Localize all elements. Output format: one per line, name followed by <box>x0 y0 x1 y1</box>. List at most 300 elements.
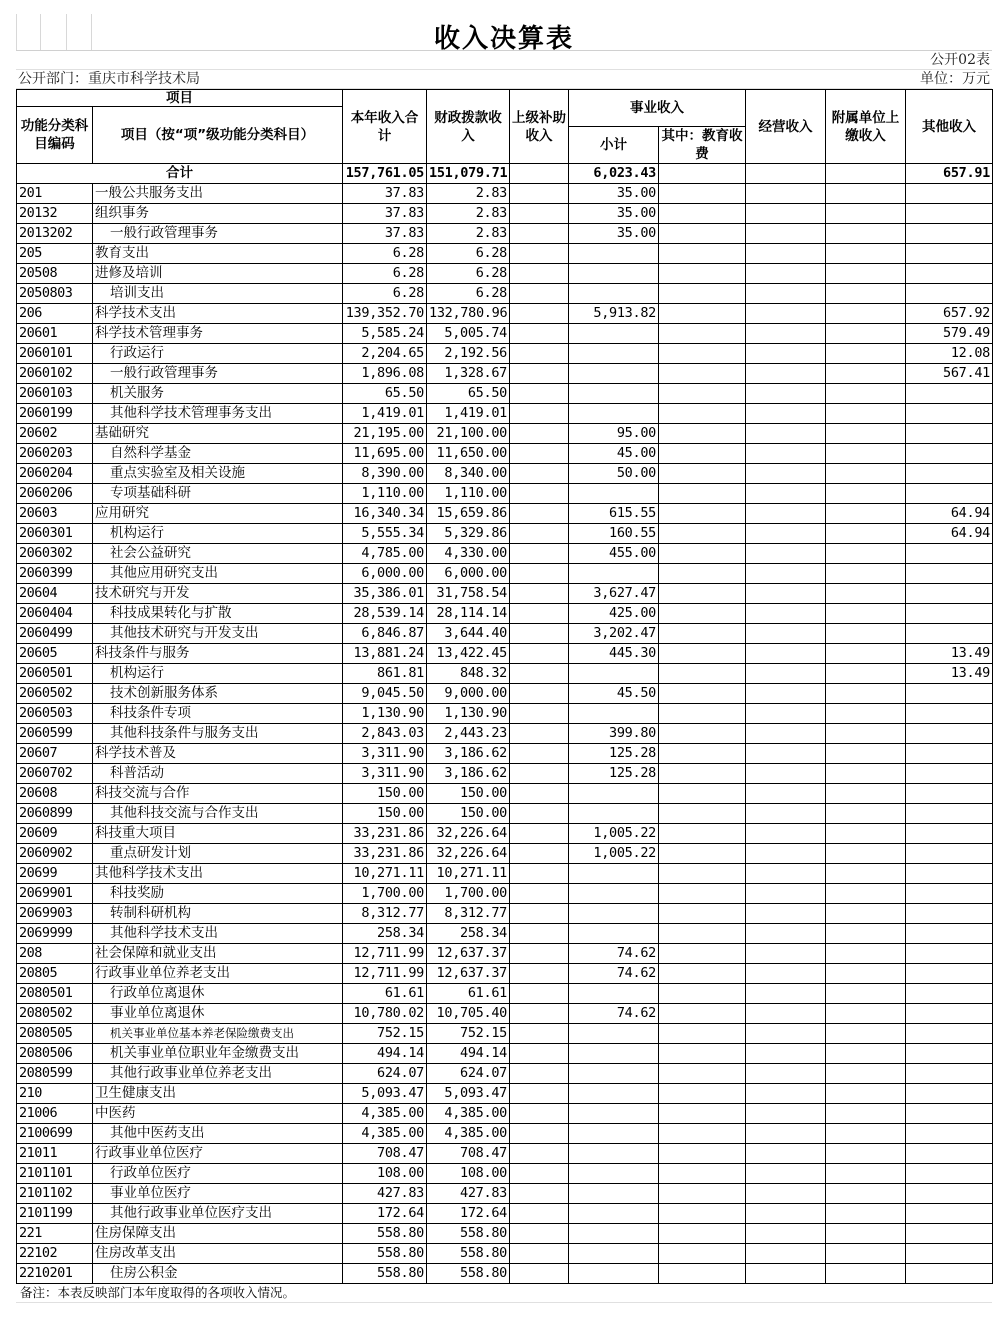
row-operation <box>746 1024 826 1044</box>
header-operation: 经营收入 <box>746 90 826 164</box>
row-affiliated <box>826 544 906 564</box>
row-operation <box>746 1044 826 1064</box>
row-code: 201 <box>17 184 93 204</box>
total-row <box>17 164 993 184</box>
row-item-name: 其他科学技术管理事务支出 <box>93 404 343 424</box>
row-fiscal: 624.07 <box>427 1064 510 1084</box>
row-total: 6.28 <box>343 244 427 264</box>
row-code: 2060301 <box>17 524 93 544</box>
row-edu-fee <box>659 884 746 904</box>
row-fiscal: 4,330.00 <box>427 544 510 564</box>
row-affiliated <box>826 1224 906 1244</box>
row-total: 172.64 <box>343 1204 427 1224</box>
row-item-name: 其他技术研究与开发支出 <box>93 624 343 644</box>
table-row <box>17 184 993 204</box>
table-row <box>17 424 993 444</box>
row-fiscal: 708.47 <box>427 1144 510 1164</box>
row-superior <box>510 904 569 924</box>
row-code: 2100699 <box>17 1124 93 1144</box>
row-other <box>906 884 993 904</box>
row-subtotal <box>569 384 659 404</box>
row-superior <box>510 424 569 444</box>
row-affiliated <box>826 1184 906 1204</box>
row-other <box>906 764 993 784</box>
row-superior <box>510 1244 569 1264</box>
row-operation <box>746 1084 826 1104</box>
row-operation <box>746 704 826 724</box>
total-edu-fee <box>659 164 746 184</box>
row-total: 558.80 <box>343 1244 427 1264</box>
row-other <box>906 204 993 224</box>
row-operation <box>746 1064 826 1084</box>
row-edu-fee <box>659 1184 746 1204</box>
row-total: 494.14 <box>343 1044 427 1064</box>
row-edu-fee <box>659 1064 746 1084</box>
row-edu-fee <box>659 1004 746 1024</box>
row-edu-fee <box>659 1044 746 1064</box>
table-row <box>17 1144 993 1164</box>
row-code: 2060499 <box>17 624 93 644</box>
row-total: 10,271.11 <box>343 864 427 884</box>
row-operation <box>746 264 826 284</box>
row-affiliated <box>826 584 906 604</box>
row-affiliated <box>826 224 906 244</box>
row-total: 65.50 <box>343 384 427 404</box>
row-fiscal: 8,312.77 <box>427 904 510 924</box>
row-item-name: 卫生健康支出 <box>93 1084 343 1104</box>
row-code: 2013202 <box>17 224 93 244</box>
row-fiscal: 4,385.00 <box>427 1104 510 1124</box>
row-other <box>906 744 993 764</box>
row-code: 2060206 <box>17 484 93 504</box>
table-row <box>17 1084 993 1104</box>
row-superior <box>510 644 569 664</box>
row-total: 33,231.86 <box>343 844 427 864</box>
row-operation <box>746 1204 826 1224</box>
row-affiliated <box>826 764 906 784</box>
row-fiscal: 2.83 <box>427 224 510 244</box>
row-superior <box>510 664 569 684</box>
row-code: 2101101 <box>17 1164 93 1184</box>
row-item-name: 科技奖励 <box>93 884 343 904</box>
row-affiliated <box>826 504 906 524</box>
row-other <box>906 684 993 704</box>
row-item-name: 机关事业单位基本养老保险缴费支出 <box>93 1024 343 1044</box>
row-code: 205 <box>17 244 93 264</box>
row-edu-fee <box>659 524 746 544</box>
row-subtotal <box>569 924 659 944</box>
row-total: 5,555.34 <box>343 524 427 544</box>
row-code: 21011 <box>17 1144 93 1164</box>
row-operation <box>746 844 826 864</box>
row-other <box>906 1084 993 1104</box>
row-other <box>906 1104 993 1124</box>
table-row <box>17 1024 993 1044</box>
row-superior <box>510 1224 569 1244</box>
row-affiliated <box>826 964 906 984</box>
row-item-name: 科学技术普及 <box>93 744 343 764</box>
row-code: 20508 <box>17 264 93 284</box>
row-code: 2060204 <box>17 464 93 484</box>
row-item-name: 科普活动 <box>93 764 343 784</box>
row-superior <box>510 444 569 464</box>
row-item-name: 住房改革支出 <box>93 1244 343 1264</box>
row-operation <box>746 184 826 204</box>
row-affiliated <box>826 384 906 404</box>
row-superior <box>510 584 569 604</box>
row-subtotal <box>569 704 659 724</box>
row-superior <box>510 764 569 784</box>
table-row <box>17 1104 993 1124</box>
row-fiscal: 108.00 <box>427 1164 510 1184</box>
row-edu-fee <box>659 864 746 884</box>
row-other <box>906 464 993 484</box>
row-operation <box>746 464 826 484</box>
row-affiliated <box>826 464 906 484</box>
row-edu-fee <box>659 464 746 484</box>
row-superior <box>510 804 569 824</box>
row-edu-fee <box>659 604 746 624</box>
row-total: 6.28 <box>343 284 427 304</box>
row-superior <box>510 1144 569 1164</box>
row-subtotal <box>569 404 659 424</box>
row-other: 567.41 <box>906 364 993 384</box>
row-operation <box>746 1264 826 1284</box>
row-edu-fee <box>659 1224 746 1244</box>
row-other: 12.08 <box>906 344 993 364</box>
row-edu-fee <box>659 804 746 824</box>
row-edu-fee <box>659 324 746 344</box>
row-fiscal: 61.61 <box>427 984 510 1004</box>
row-superior <box>510 184 569 204</box>
row-subtotal: 425.00 <box>569 604 659 624</box>
table-row <box>17 984 993 1004</box>
total-other: 657.91 <box>906 164 993 184</box>
row-affiliated <box>826 204 906 224</box>
row-other <box>906 1004 993 1024</box>
row-total: 21,195.00 <box>343 424 427 444</box>
row-other <box>906 244 993 264</box>
row-total: 5,585.24 <box>343 324 427 344</box>
table-row <box>17 204 993 224</box>
row-fiscal: 1,130.90 <box>427 704 510 724</box>
table-row <box>17 804 993 824</box>
row-subtotal <box>569 664 659 684</box>
row-code: 2060902 <box>17 844 93 864</box>
row-fiscal: 3,644.40 <box>427 624 510 644</box>
row-code: 20805 <box>17 964 93 984</box>
row-fiscal: 150.00 <box>427 804 510 824</box>
row-item-name: 社会保障和就业支出 <box>93 944 343 964</box>
row-edu-fee <box>659 764 746 784</box>
table-row <box>17 844 993 864</box>
row-other: 64.94 <box>906 524 993 544</box>
row-total: 558.80 <box>343 1264 427 1284</box>
row-item-name: 基础研究 <box>93 424 343 444</box>
row-fiscal: 6.28 <box>427 244 510 264</box>
row-code: 20132 <box>17 204 93 224</box>
row-affiliated <box>826 244 906 264</box>
row-affiliated <box>826 444 906 464</box>
row-item-name: 其他科技交流与合作支出 <box>93 804 343 824</box>
row-edu-fee <box>659 744 746 764</box>
row-total: 12,711.99 <box>343 944 427 964</box>
row-code: 2060503 <box>17 704 93 724</box>
table-row <box>17 584 993 604</box>
row-code: 2069901 <box>17 884 93 904</box>
row-total: 4,385.00 <box>343 1104 427 1124</box>
row-subtotal <box>569 1264 659 1284</box>
row-edu-fee <box>659 644 746 664</box>
row-affiliated <box>826 984 906 1004</box>
row-other <box>906 1264 993 1284</box>
row-affiliated <box>826 1004 906 1024</box>
row-code: 2080506 <box>17 1044 93 1064</box>
row-total: 10,780.02 <box>343 1004 427 1024</box>
row-fiscal: 150.00 <box>427 784 510 804</box>
row-item-name: 技术研究与开发 <box>93 584 343 604</box>
row-operation <box>746 1244 826 1264</box>
table-row <box>17 384 993 404</box>
header-code: 功能分类科目编码 <box>17 107 93 164</box>
row-subtotal: 50.00 <box>569 464 659 484</box>
row-code: 2080501 <box>17 984 93 1004</box>
row-subtotal: 74.62 <box>569 964 659 984</box>
row-affiliated <box>826 644 906 664</box>
row-superior <box>510 224 569 244</box>
row-superior <box>510 684 569 704</box>
row-total: 4,785.00 <box>343 544 427 564</box>
row-fiscal: 1,700.00 <box>427 884 510 904</box>
row-other <box>906 604 993 624</box>
row-edu-fee <box>659 224 746 244</box>
row-superior <box>510 344 569 364</box>
row-other <box>906 484 993 504</box>
row-subtotal: 5,913.82 <box>569 304 659 324</box>
row-edu-fee <box>659 1124 746 1144</box>
row-affiliated <box>826 824 906 844</box>
row-total: 35,386.01 <box>343 584 427 604</box>
row-edu-fee <box>659 1084 746 1104</box>
row-total: 37.83 <box>343 204 427 224</box>
table-row <box>17 544 993 564</box>
row-fiscal: 10,705.40 <box>427 1004 510 1024</box>
row-fiscal: 31,758.54 <box>427 584 510 604</box>
row-affiliated <box>826 424 906 444</box>
row-edu-fee <box>659 364 746 384</box>
row-affiliated <box>826 364 906 384</box>
header-business: 事业收入 <box>569 90 746 127</box>
row-other <box>906 384 993 404</box>
row-total: 9,045.50 <box>343 684 427 704</box>
row-superior <box>510 1184 569 1204</box>
row-affiliated <box>826 1064 906 1084</box>
row-subtotal <box>569 1104 659 1124</box>
table-row <box>17 644 993 664</box>
row-fiscal: 10,271.11 <box>427 864 510 884</box>
row-other <box>906 624 993 644</box>
table-row <box>17 904 993 924</box>
row-superior <box>510 864 569 884</box>
row-other <box>906 1124 993 1144</box>
row-operation <box>746 504 826 524</box>
row-item-name: 机构运行 <box>93 524 343 544</box>
row-code: 2060502 <box>17 684 93 704</box>
row-edu-fee <box>659 1024 746 1044</box>
row-edu-fee <box>659 424 746 444</box>
row-operation <box>746 244 826 264</box>
table-row <box>17 824 993 844</box>
row-item-name: 科技交流与合作 <box>93 784 343 804</box>
row-other <box>906 404 993 424</box>
row-subtotal: 1,005.22 <box>569 844 659 864</box>
row-superior <box>510 204 569 224</box>
row-fiscal: 1,328.67 <box>427 364 510 384</box>
header-affiliated: 附属单位上缴收入 <box>826 90 906 164</box>
row-operation <box>746 584 826 604</box>
row-code: 20608 <box>17 784 93 804</box>
row-edu-fee <box>659 664 746 684</box>
row-edu-fee <box>659 924 746 944</box>
row-item-name: 住房公积金 <box>93 1264 343 1284</box>
row-edu-fee <box>659 964 746 984</box>
row-item-name: 事业单位离退休 <box>93 1004 343 1024</box>
row-superior <box>510 544 569 564</box>
row-code: 20605 <box>17 644 93 664</box>
row-affiliated <box>826 724 906 744</box>
header-other: 其他收入 <box>906 90 993 164</box>
row-subtotal <box>569 804 659 824</box>
row-fiscal: 752.15 <box>427 1024 510 1044</box>
row-affiliated <box>826 1024 906 1044</box>
row-fiscal: 9,000.00 <box>427 684 510 704</box>
row-fiscal: 5,005.74 <box>427 324 510 344</box>
row-operation <box>746 904 826 924</box>
row-affiliated <box>826 844 906 864</box>
table-row <box>17 1184 993 1204</box>
row-operation <box>746 1184 826 1204</box>
header-superior: 上级补助收入 <box>510 90 569 164</box>
row-item-name: 技术创新服务体系 <box>93 684 343 704</box>
table-row <box>17 1204 993 1224</box>
row-superior <box>510 284 569 304</box>
row-item-name: 行政单位离退休 <box>93 984 343 1004</box>
row-affiliated <box>826 1264 906 1284</box>
row-operation <box>746 924 826 944</box>
row-other <box>906 1024 993 1044</box>
row-item-name: 社会公益研究 <box>93 544 343 564</box>
row-operation <box>746 804 826 824</box>
row-fiscal: 2,192.56 <box>427 344 510 364</box>
row-total: 37.83 <box>343 184 427 204</box>
row-superior <box>510 1204 569 1224</box>
row-operation <box>746 224 826 244</box>
row-edu-fee <box>659 284 746 304</box>
row-item-name: 行政事业单位养老支出 <box>93 964 343 984</box>
row-superior <box>510 504 569 524</box>
row-fiscal: 1,110.00 <box>427 484 510 504</box>
row-total: 1,130.90 <box>343 704 427 724</box>
row-operation <box>746 624 826 644</box>
row-edu-fee <box>659 1244 746 1264</box>
table-row <box>17 484 993 504</box>
table-row <box>17 224 993 244</box>
row-other <box>906 1224 993 1244</box>
row-edu-fee <box>659 984 746 1004</box>
row-subtotal <box>569 884 659 904</box>
row-code: 2101102 <box>17 1184 93 1204</box>
row-item-name: 事业单位医疗 <box>93 1184 343 1204</box>
row-operation <box>746 544 826 564</box>
row-subtotal <box>569 984 659 1004</box>
total-fiscal: 151,079.71 <box>427 164 510 184</box>
row-affiliated <box>826 884 906 904</box>
row-edu-fee <box>659 544 746 564</box>
row-affiliated <box>826 1044 906 1064</box>
row-subtotal <box>569 1224 659 1244</box>
row-superior <box>510 1264 569 1284</box>
row-other <box>906 824 993 844</box>
row-affiliated <box>826 1144 906 1164</box>
table-row <box>17 684 993 704</box>
row-operation <box>746 524 826 544</box>
row-fiscal: 6.28 <box>427 264 510 284</box>
header-total: 本年收入合计 <box>343 90 427 164</box>
row-code: 208 <box>17 944 93 964</box>
row-superior <box>510 924 569 944</box>
row-superior <box>510 884 569 904</box>
row-code: 2060103 <box>17 384 93 404</box>
row-superior <box>510 1124 569 1144</box>
row-code: 2069903 <box>17 904 93 924</box>
row-total: 3,311.90 <box>343 744 427 764</box>
row-code: 2060599 <box>17 724 93 744</box>
row-item-name: 一般行政管理事务 <box>93 224 343 244</box>
row-other <box>906 844 993 864</box>
row-other: 579.49 <box>906 324 993 344</box>
row-total: 8,390.00 <box>343 464 427 484</box>
table-row <box>17 744 993 764</box>
row-other <box>906 544 993 564</box>
row-total: 6,000.00 <box>343 564 427 584</box>
row-total: 1,700.00 <box>343 884 427 904</box>
row-subtotal: 3,627.47 <box>569 584 659 604</box>
table-row <box>17 504 993 524</box>
row-item-name: 一般公共服务支出 <box>93 184 343 204</box>
row-superior <box>510 704 569 724</box>
row-affiliated <box>826 1244 906 1264</box>
row-affiliated <box>826 624 906 644</box>
row-affiliated <box>826 704 906 724</box>
table-row <box>17 1264 993 1284</box>
table-row <box>17 284 993 304</box>
row-subtotal: 399.80 <box>569 724 659 744</box>
row-code: 210 <box>17 1084 93 1104</box>
row-code: 20602 <box>17 424 93 444</box>
table-row <box>17 724 993 744</box>
row-fiscal: 2,443.23 <box>427 724 510 744</box>
footnote: 备注：本表反映部门本年度取得的各项收入情况。 <box>16 1284 992 1303</box>
row-affiliated <box>826 284 906 304</box>
row-superior <box>510 564 569 584</box>
row-code: 221 <box>17 1224 93 1244</box>
row-other <box>906 1144 993 1164</box>
row-edu-fee <box>659 824 746 844</box>
row-operation <box>746 304 826 324</box>
row-total: 258.34 <box>343 924 427 944</box>
row-fiscal: 4,385.00 <box>427 1124 510 1144</box>
row-affiliated <box>826 184 906 204</box>
